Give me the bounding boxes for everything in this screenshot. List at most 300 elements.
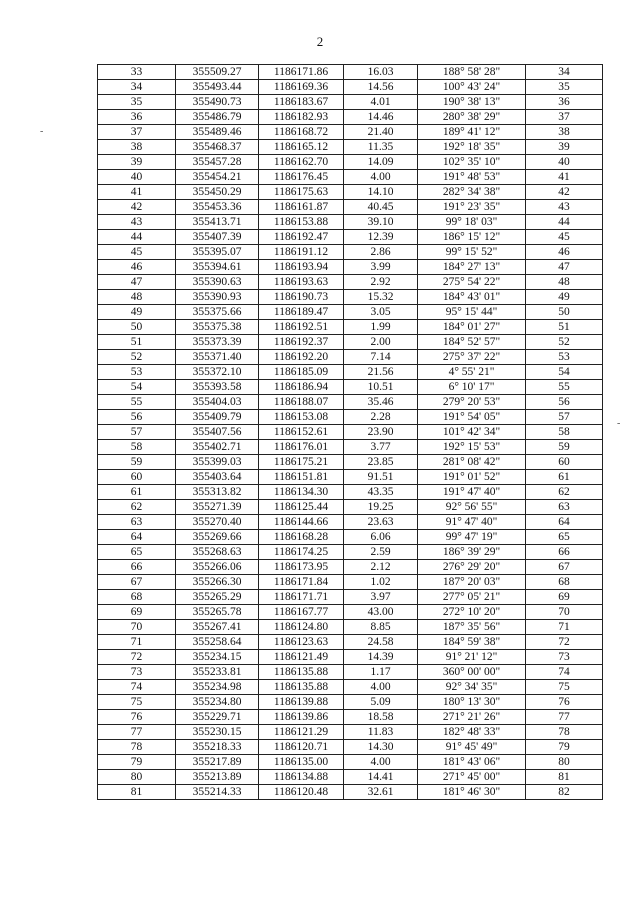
y-coordinate-cell: 1186176.45 [259,170,344,185]
y-coordinate-cell: 1186120.71 [259,740,344,755]
y-coordinate-cell: 1186173.95 [259,560,344,575]
distance-cell: 3.97 [344,590,418,605]
bearing-cell: 92° 34' 35" [418,680,526,695]
point-number-cell: 76 [98,710,176,725]
next-point-number-cell: 74 [526,665,603,680]
next-point-number-cell: 66 [526,545,603,560]
y-coordinate-cell: 1186134.30 [259,485,344,500]
table-row [98,665,603,680]
bearing-cell: 192° 15' 53" [418,440,526,455]
point-number-cell: 59 [98,455,176,470]
x-coordinate-cell: 355218.33 [176,740,259,755]
point-number-cell: 38 [98,140,176,155]
y-coordinate-cell: 1186171.84 [259,575,344,590]
y-coordinate-cell: 1186168.28 [259,530,344,545]
y-coordinate-cell: 1186124.80 [259,620,344,635]
table-row [98,500,603,515]
distance-cell: 21.40 [344,125,418,140]
next-point-number-cell: 63 [526,500,603,515]
bearing-cell: 184° 27' 13" [418,260,526,275]
distance-cell: 43.00 [344,605,418,620]
point-number-cell: 51 [98,335,176,350]
table-row [98,95,603,110]
next-point-number-cell: 47 [526,260,603,275]
bearing-cell: 102° 35' 10" [418,155,526,170]
point-number-cell: 41 [98,185,176,200]
bearing-cell: 99° 15' 52" [418,245,526,260]
distance-cell: 40.45 [344,200,418,215]
next-point-number-cell: 60 [526,455,603,470]
x-coordinate-cell: 355493.44 [176,80,259,95]
x-coordinate-cell: 355371.40 [176,350,259,365]
y-coordinate-cell: 1186183.67 [259,95,344,110]
y-coordinate-cell: 1186144.66 [259,515,344,530]
x-coordinate-cell: 355393.58 [176,380,259,395]
point-number-cell: 46 [98,260,176,275]
table-row [98,620,603,635]
x-coordinate-cell: 355486.79 [176,110,259,125]
next-point-number-cell: 72 [526,635,603,650]
x-coordinate-cell: 355265.29 [176,590,259,605]
x-coordinate-cell: 355390.63 [176,275,259,290]
bearing-cell: 191° 48' 53" [418,170,526,185]
distance-cell: 1.17 [344,665,418,680]
y-coordinate-cell: 1186175.21 [259,455,344,470]
bearing-cell: 277° 05' 21" [418,590,526,605]
bearing-cell: 95° 15' 44" [418,305,526,320]
point-number-cell: 47 [98,275,176,290]
table-row [98,545,603,560]
distance-cell: 23.63 [344,515,418,530]
point-number-cell: 67 [98,575,176,590]
next-point-number-cell: 59 [526,440,603,455]
bearing-cell: 99° 18' 03" [418,215,526,230]
point-number-cell: 64 [98,530,176,545]
point-number-cell: 75 [98,695,176,710]
distance-cell: 14.56 [344,80,418,95]
next-point-number-cell: 64 [526,515,603,530]
distance-cell: 14.39 [344,650,418,665]
x-coordinate-cell: 355490.73 [176,95,259,110]
x-coordinate-cell: 355372.10 [176,365,259,380]
table-row [98,320,603,335]
point-number-cell: 45 [98,245,176,260]
table-row [98,110,603,125]
bearing-cell: 189° 41' 12" [418,125,526,140]
x-coordinate-cell: 355413.71 [176,215,259,230]
margin-mark: - [40,126,44,137]
distance-cell: 12.39 [344,230,418,245]
next-point-number-cell: 53 [526,350,603,365]
next-point-number-cell: 54 [526,365,603,380]
next-point-number-cell: 51 [526,320,603,335]
y-coordinate-cell: 1186168.72 [259,125,344,140]
point-number-cell: 49 [98,305,176,320]
x-coordinate-cell: 355217.89 [176,755,259,770]
table-row [98,155,603,170]
margin-mark: - [617,418,621,429]
distance-cell: 1.99 [344,320,418,335]
x-coordinate-cell: 355453.36 [176,200,259,215]
y-coordinate-cell: 1186176.01 [259,440,344,455]
bearing-cell: 187° 20' 03" [418,575,526,590]
x-coordinate-cell: 355407.39 [176,230,259,245]
point-number-cell: 71 [98,635,176,650]
distance-cell: 2.12 [344,560,418,575]
y-coordinate-cell: 1186175.63 [259,185,344,200]
distance-cell: 14.46 [344,110,418,125]
x-coordinate-cell: 355390.93 [176,290,259,305]
bearing-cell: 282° 34' 38" [418,185,526,200]
bearing-cell: 184° 59' 38" [418,635,526,650]
y-coordinate-cell: 1186139.88 [259,695,344,710]
bearing-cell: 91° 47' 40" [418,515,526,530]
distance-cell: 4.01 [344,95,418,110]
table-row [98,455,603,470]
y-coordinate-cell: 1186151.81 [259,470,344,485]
table-row [98,710,603,725]
y-coordinate-cell: 1186182.93 [259,110,344,125]
table-row [98,380,603,395]
x-coordinate-cell: 355409.79 [176,410,259,425]
table-row [98,245,603,260]
x-coordinate-cell: 355213.89 [176,770,259,785]
point-number-cell: 55 [98,395,176,410]
next-point-number-cell: 39 [526,140,603,155]
next-point-number-cell: 52 [526,335,603,350]
next-point-number-cell: 48 [526,275,603,290]
point-number-cell: 56 [98,410,176,425]
point-number-cell: 58 [98,440,176,455]
table-row [98,365,603,380]
table-row [98,185,603,200]
next-point-number-cell: 50 [526,305,603,320]
point-number-cell: 62 [98,500,176,515]
bearing-cell: 275° 37' 22" [418,350,526,365]
bearing-cell: 271° 45' 00" [418,770,526,785]
table-row [98,170,603,185]
y-coordinate-cell: 1186185.09 [259,365,344,380]
point-number-cell: 74 [98,680,176,695]
distance-cell: 8.85 [344,620,418,635]
distance-cell: 21.56 [344,365,418,380]
point-number-cell: 54 [98,380,176,395]
point-number-cell: 77 [98,725,176,740]
bearing-cell: 91° 45' 49" [418,740,526,755]
distance-cell: 4.00 [344,755,418,770]
point-number-cell: 78 [98,740,176,755]
next-point-number-cell: 81 [526,770,603,785]
distance-cell: 10.51 [344,380,418,395]
y-coordinate-cell: 1186162.70 [259,155,344,170]
next-point-number-cell: 41 [526,170,603,185]
table-row [98,605,603,620]
table-row [98,770,603,785]
y-coordinate-cell: 1186192.20 [259,350,344,365]
next-point-number-cell: 71 [526,620,603,635]
table-row [98,80,603,95]
point-number-cell: 42 [98,200,176,215]
bearing-cell: 91° 21' 12" [418,650,526,665]
table-row [98,680,603,695]
next-point-number-cell: 75 [526,680,603,695]
x-coordinate-cell: 355214.33 [176,785,259,800]
point-number-cell: 72 [98,650,176,665]
next-point-number-cell: 42 [526,185,603,200]
next-point-number-cell: 61 [526,470,603,485]
table-row [98,755,603,770]
distance-cell: 18.58 [344,710,418,725]
table-row [98,470,603,485]
bearing-cell: 180° 13' 30" [418,695,526,710]
x-coordinate-cell: 355468.37 [176,140,259,155]
y-coordinate-cell: 1186190.73 [259,290,344,305]
x-coordinate-cell: 355509.27 [176,65,259,80]
distance-cell: 14.41 [344,770,418,785]
bearing-cell: 184° 52' 57" [418,335,526,350]
point-number-cell: 81 [98,785,176,800]
bearing-cell: 191° 47' 40" [418,485,526,500]
y-coordinate-cell: 1186135.88 [259,665,344,680]
distance-cell: 2.59 [344,545,418,560]
next-point-number-cell: 37 [526,110,603,125]
x-coordinate-cell: 355271.39 [176,500,259,515]
distance-cell: 39.10 [344,215,418,230]
y-coordinate-cell: 1186193.94 [259,260,344,275]
bearing-cell: 191° 23' 35" [418,200,526,215]
x-coordinate-cell: 355258.64 [176,635,259,650]
y-coordinate-cell: 1186153.88 [259,215,344,230]
next-point-number-cell: 49 [526,290,603,305]
bearing-cell: 276° 29' 20" [418,560,526,575]
x-coordinate-cell: 355265.78 [176,605,259,620]
y-coordinate-cell: 1186121.29 [259,725,344,740]
x-coordinate-cell: 355234.98 [176,680,259,695]
table-row [98,530,603,545]
distance-cell: 1.02 [344,575,418,590]
table-row [98,200,603,215]
point-number-cell: 63 [98,515,176,530]
point-number-cell: 36 [98,110,176,125]
x-coordinate-cell: 355407.56 [176,425,259,440]
distance-cell: 14.10 [344,185,418,200]
point-number-cell: 60 [98,470,176,485]
table-row [98,695,603,710]
table-row [98,230,603,245]
bearing-cell: 100° 43' 24" [418,80,526,95]
x-coordinate-cell: 355404.03 [176,395,259,410]
table-row [98,575,603,590]
x-coordinate-cell: 355454.21 [176,170,259,185]
point-number-cell: 80 [98,770,176,785]
x-coordinate-cell: 355268.63 [176,545,259,560]
x-coordinate-cell: 355375.38 [176,320,259,335]
distance-cell: 14.30 [344,740,418,755]
point-number-cell: 73 [98,665,176,680]
point-number-cell: 68 [98,590,176,605]
bearing-cell: 101° 42' 34" [418,425,526,440]
bearing-cell: 187° 35' 56" [418,620,526,635]
table-row [98,335,603,350]
x-coordinate-cell: 355395.07 [176,245,259,260]
distance-cell: 35.46 [344,395,418,410]
bearing-cell: 181° 46' 30" [418,785,526,800]
x-coordinate-cell: 355270.40 [176,515,259,530]
point-number-cell: 52 [98,350,176,365]
y-coordinate-cell: 1186152.61 [259,425,344,440]
x-coordinate-cell: 355234.80 [176,695,259,710]
distance-cell: 43.35 [344,485,418,500]
distance-cell: 19.25 [344,500,418,515]
bearing-cell: 192° 18' 35" [418,140,526,155]
y-coordinate-cell: 1186153.08 [259,410,344,425]
table-row [98,395,603,410]
x-coordinate-cell: 355457.28 [176,155,259,170]
next-point-number-cell: 56 [526,395,603,410]
table-row [98,785,603,800]
distance-cell: 16.03 [344,65,418,80]
coordinates-table-body [98,65,603,800]
table-row [98,260,603,275]
x-coordinate-cell: 355375.66 [176,305,259,320]
bearing-cell: 190° 38' 13" [418,95,526,110]
next-point-number-cell: 34 [526,65,603,80]
point-number-cell: 48 [98,290,176,305]
y-coordinate-cell: 1186167.77 [259,605,344,620]
x-coordinate-cell: 355394.61 [176,260,259,275]
x-coordinate-cell: 355266.06 [176,560,259,575]
bearing-cell: 188° 58' 28" [418,65,526,80]
distance-cell: 2.28 [344,410,418,425]
next-point-number-cell: 70 [526,605,603,620]
point-number-cell: 39 [98,155,176,170]
distance-cell: 5.09 [344,695,418,710]
distance-cell: 3.05 [344,305,418,320]
distance-cell: 91.51 [344,470,418,485]
next-point-number-cell: 73 [526,650,603,665]
distance-cell: 2.86 [344,245,418,260]
point-number-cell: 33 [98,65,176,80]
table-row [98,515,603,530]
distance-cell: 14.09 [344,155,418,170]
next-point-number-cell: 82 [526,785,603,800]
next-point-number-cell: 58 [526,425,603,440]
y-coordinate-cell: 1186165.12 [259,140,344,155]
x-coordinate-cell: 355402.71 [176,440,259,455]
point-number-cell: 44 [98,230,176,245]
y-coordinate-cell: 1186171.86 [259,65,344,80]
point-number-cell: 53 [98,365,176,380]
x-coordinate-cell: 355403.64 [176,470,259,485]
point-number-cell: 66 [98,560,176,575]
point-number-cell: 65 [98,545,176,560]
distance-cell: 24.58 [344,635,418,650]
distance-cell: 4.00 [344,680,418,695]
coordinates-table [97,64,603,800]
distance-cell: 6.06 [344,530,418,545]
x-coordinate-cell: 355230.15 [176,725,259,740]
x-coordinate-cell: 355489.46 [176,125,259,140]
table-row [98,65,603,80]
distance-cell: 3.77 [344,440,418,455]
distance-cell: 15.32 [344,290,418,305]
distance-cell: 3.99 [344,260,418,275]
next-point-number-cell: 78 [526,725,603,740]
next-point-number-cell: 77 [526,710,603,725]
bearing-cell: 281° 08' 42" [418,455,526,470]
x-coordinate-cell: 355269.66 [176,530,259,545]
y-coordinate-cell: 1186125.44 [259,500,344,515]
bearing-cell: 279° 20' 53" [418,395,526,410]
bearing-cell: 92° 56' 55" [418,500,526,515]
bearing-cell: 99° 47' 19" [418,530,526,545]
y-coordinate-cell: 1186192.37 [259,335,344,350]
y-coordinate-cell: 1186191.12 [259,245,344,260]
next-point-number-cell: 40 [526,155,603,170]
point-number-cell: 61 [98,485,176,500]
next-point-number-cell: 69 [526,590,603,605]
y-coordinate-cell: 1186171.71 [259,590,344,605]
next-point-number-cell: 43 [526,200,603,215]
next-point-number-cell: 44 [526,215,603,230]
bearing-cell: 182° 48' 33" [418,725,526,740]
point-number-cell: 43 [98,215,176,230]
y-coordinate-cell: 1186189.47 [259,305,344,320]
bearing-cell: 280° 38' 29" [418,110,526,125]
next-point-number-cell: 67 [526,560,603,575]
point-number-cell: 57 [98,425,176,440]
table-row [98,305,603,320]
table-row [98,560,603,575]
distance-cell: 23.90 [344,425,418,440]
table-row [98,215,603,230]
next-point-number-cell: 36 [526,95,603,110]
table-row [98,350,603,365]
next-point-number-cell: 38 [526,125,603,140]
distance-cell: 7.14 [344,350,418,365]
y-coordinate-cell: 1186192.51 [259,320,344,335]
distance-cell: 23.85 [344,455,418,470]
next-point-number-cell: 45 [526,230,603,245]
table-row [98,725,603,740]
distance-cell: 11.83 [344,725,418,740]
point-number-cell: 79 [98,755,176,770]
bearing-cell: 360° 00' 00" [418,665,526,680]
y-coordinate-cell: 1186193.63 [259,275,344,290]
x-coordinate-cell: 355267.41 [176,620,259,635]
table-row [98,410,603,425]
x-coordinate-cell: 355399.03 [176,455,259,470]
distance-cell: 11.35 [344,140,418,155]
x-coordinate-cell: 355450.29 [176,185,259,200]
distance-cell: 2.00 [344,335,418,350]
y-coordinate-cell: 1186139.86 [259,710,344,725]
table-row [98,425,603,440]
page-number: 2 [316,34,324,49]
table-row [98,590,603,605]
x-coordinate-cell: 355373.39 [176,335,259,350]
next-point-number-cell: 46 [526,245,603,260]
y-coordinate-cell: 1186192.47 [259,230,344,245]
bearing-cell: 181° 43' 06" [418,755,526,770]
point-number-cell: 37 [98,125,176,140]
bearing-cell: 184° 43' 01" [418,290,526,305]
x-coordinate-cell: 355313.82 [176,485,259,500]
y-coordinate-cell: 1186123.63 [259,635,344,650]
table-row [98,440,603,455]
bearing-cell: 4° 55' 21" [418,365,526,380]
next-point-number-cell: 55 [526,380,603,395]
